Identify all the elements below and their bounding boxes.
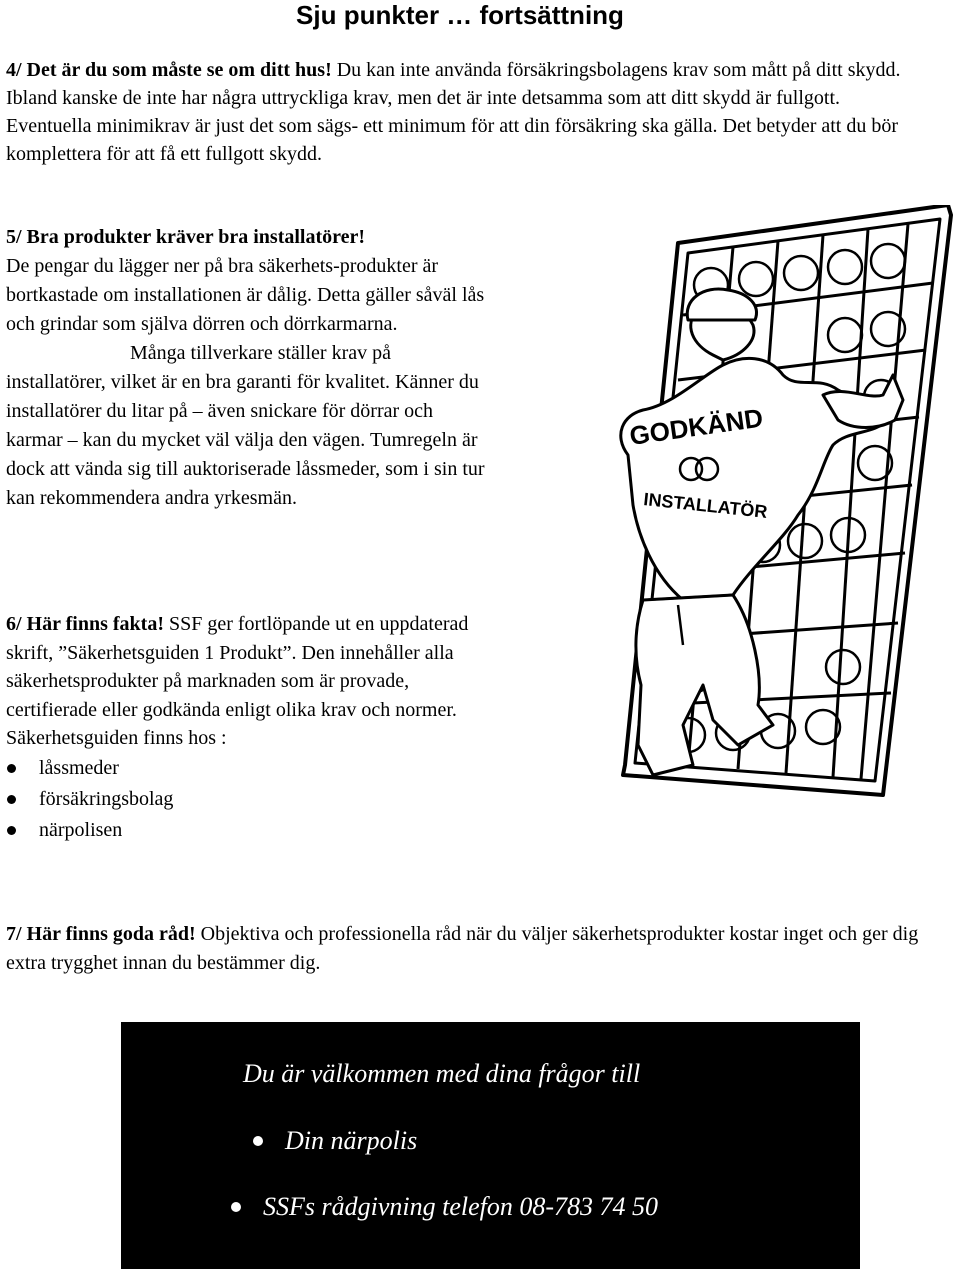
section-6-heading: 6/ Här finns fakta! — [6, 613, 164, 635]
list-item: låssmeder — [6, 753, 476, 784]
bullet-icon — [7, 826, 16, 835]
contact-item-police: Din närpolis — [285, 1126, 418, 1155]
section-6 — [6, 610, 476, 846]
section-4 — [6, 56, 926, 168]
bullet-icon — [7, 795, 16, 804]
jacket-text-top: GODKÄND — [627, 402, 765, 451]
contact-intro: Du är välkommen med dina frågor till — [243, 1059, 641, 1088]
section-5-text-2: Många tillverkare ställer krav på installatörer, vilket är en bra garanti för kvalitet. Känner du installatörer du litar på – även snickare för dörrar och karmar – kan du mycket väl välja den vägen. Tumregeln är dock att vända sig till auktoriserade låssmeder, som i sin tur kan rekommendera andra yrkesmän. — [6, 342, 485, 509]
jacket-text-bottom: INSTALLATÖR — [642, 489, 769, 522]
installer-illustration — [583, 205, 953, 810]
section-5-text-1: De pengar du lägger ner på bra säkerhets-produkter är bortkastade om installationen är dålig. Detta gäller såväl lås och grindar som själva dörren och dörrkarmarna. — [6, 255, 485, 335]
section-7-heading: 7/ Här finns goda råd! — [6, 923, 196, 945]
section-6-text: SSF ger fortlöpande ut en uppdaterad skrift, ”Säkerhetsguiden 1 Produkt”. Den innehåller alla säkerhetsprodukter på marknaden som är provade, certifierade eller godkända enligt olika krav och normer. Säkerhetsguiden finns hos : — [6, 613, 469, 749]
bullet-icon — [253, 1136, 263, 1146]
page-title: Sju punkter … fortsättning — [296, 0, 624, 30]
bullet-icon — [7, 764, 16, 773]
section-7-text: Objektiva och professionella råd när du väljer säkerhetsprodukter kostar inget och ger dig extra trygghet innan du bestämmer dig. — [6, 923, 919, 974]
section-5-heading: 5/ Bra produkter kräver bra installatörer! — [6, 226, 366, 248]
list-item: försäkringsbolag — [6, 784, 476, 815]
contact-item-ssf-phone: SSFs rådgivning telefon 08-783 74 50 — [263, 1192, 659, 1221]
section-4-text: Du kan inte använda försäkringsbolagens krav som mått på ditt skydd. Ibland kanske de inte har några uttryckliga krav, men det är inte detsamma som att ditt skydd är fullgott. Eventuella minimikrav är just det som sägs- ett minimum för att din försäkring ska gälla. Det betyder att du bör komplettera för att få ett fullgott skydd. — [6, 59, 901, 165]
bullet-icon — [231, 1202, 241, 1212]
section-6-list — [6, 753, 476, 846]
section-5 — [6, 223, 486, 513]
contact-box — [121, 1022, 860, 1269]
list-item: närpolisen — [6, 815, 476, 846]
section-7 — [6, 920, 926, 978]
section-4-heading: 4/ Det är du som måste se om ditt hus! — [6, 59, 332, 81]
